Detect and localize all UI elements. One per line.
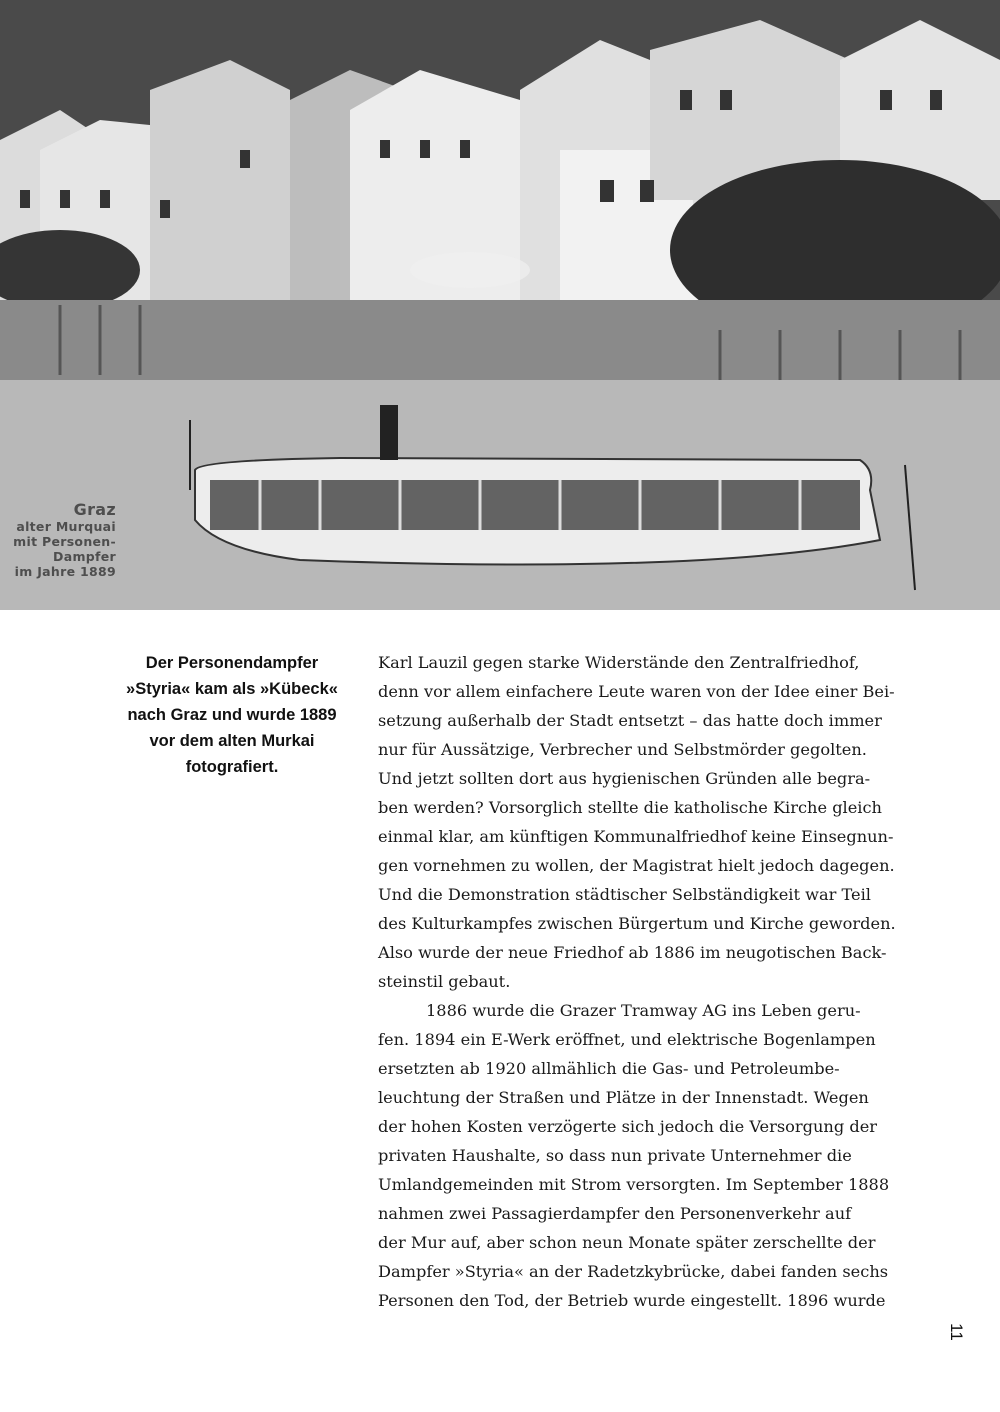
text-line: einmal klar, am künftigen Kommunalfriedhof keine Einsegnun-: [378, 827, 894, 846]
text-line: ersetzten ab 1920 allmählich die Gas- und Petroleumbe-: [378, 1059, 840, 1078]
photo-illustration: [0, 0, 1000, 610]
photo-inscription-line: im Jahre 1889: [14, 564, 116, 579]
photo-inscription-title: Graz: [73, 500, 116, 519]
text-line: gen vornehmen zu wollen, der Magistrat hielt jedoch dagegen.: [378, 856, 895, 875]
body-text: [378, 648, 908, 1315]
caption-line: »Styria« kam als »Kübeck«: [126, 680, 338, 698]
text-line: nahmen zwei Passagierdampfer den Personenverkehr auf: [378, 1204, 852, 1223]
photo-inscription-line: mit Personen-: [13, 534, 116, 549]
historical-photo: [0, 0, 1000, 610]
text-line: nur für Aussätzige, Verbrecher und Selbstmörder gegolten.: [378, 740, 867, 759]
text-line: privaten Haushalte, so dass nun private Unternehmer die: [378, 1146, 852, 1165]
text-line: Dampfer »Styria« an der Radetzkybrücke, dabei fanden sechs: [378, 1262, 889, 1281]
text-line: denn vor allem einfachere Leute waren von der Idee einer Bei-: [378, 682, 895, 701]
page-number: 11: [947, 1323, 966, 1341]
text-line: des Kulturkampfes zwischen Bürgertum und Kirche geworden.: [378, 914, 896, 933]
caption-line: vor dem alten Murkai: [149, 732, 315, 750]
text-line: Umlandgemeinden mit Strom versorgten. Im September 1888: [378, 1175, 890, 1194]
caption-line: Der Personendampfer: [145, 654, 319, 672]
photo-inscription: [6, 500, 116, 579]
text-line: der hohen Kosten verzögerte sich jedoch die Versorgung der: [378, 1117, 878, 1136]
caption-line: nach Graz und wurde 1889: [127, 706, 337, 724]
text-line: Karl Lauzil gegen starke Widerstände den Zentralfriedhof,: [378, 653, 860, 672]
text-line: setzung außerhalb der Stadt entsetzt – das hatte doch immer: [378, 711, 882, 730]
caption-line: fotografiert.: [185, 758, 279, 776]
photo-inscription-line: Dampfer: [53, 549, 116, 564]
text-line: der Mur auf, aber schon neun Monate später zerschellte der: [378, 1233, 876, 1252]
photo-inscription-line: alter Murquai: [16, 519, 116, 534]
text-line: 1886 wurde die Grazer Tramway AG ins Leben geru-: [426, 1001, 861, 1020]
text-line: leuchtung der Straßen und Plätze in der Innenstadt. Wegen: [378, 1088, 869, 1107]
text-line: ben werden? Vorsorglich stellte die katholische Kirche gleich: [378, 798, 882, 817]
text-line: Personen den Tod, der Betrieb wurde eingestellt. 1896 wurde: [378, 1291, 886, 1310]
text-line: Und jetzt sollten dort aus hygienischen Gründen alle begra-: [378, 769, 871, 788]
text-line: Also wurde der neue Friedhof ab 1886 im neugotischen Back-: [378, 943, 887, 962]
text-line: Und die Demonstration städtischer Selbständigkeit war Teil: [378, 885, 871, 904]
text-line: fen. 1894 ein E-Werk eröffnet, und elektrische Bogenlampen: [378, 1030, 876, 1049]
photo-caption: [112, 650, 352, 780]
text-line: steinstil gebaut.: [378, 972, 511, 991]
